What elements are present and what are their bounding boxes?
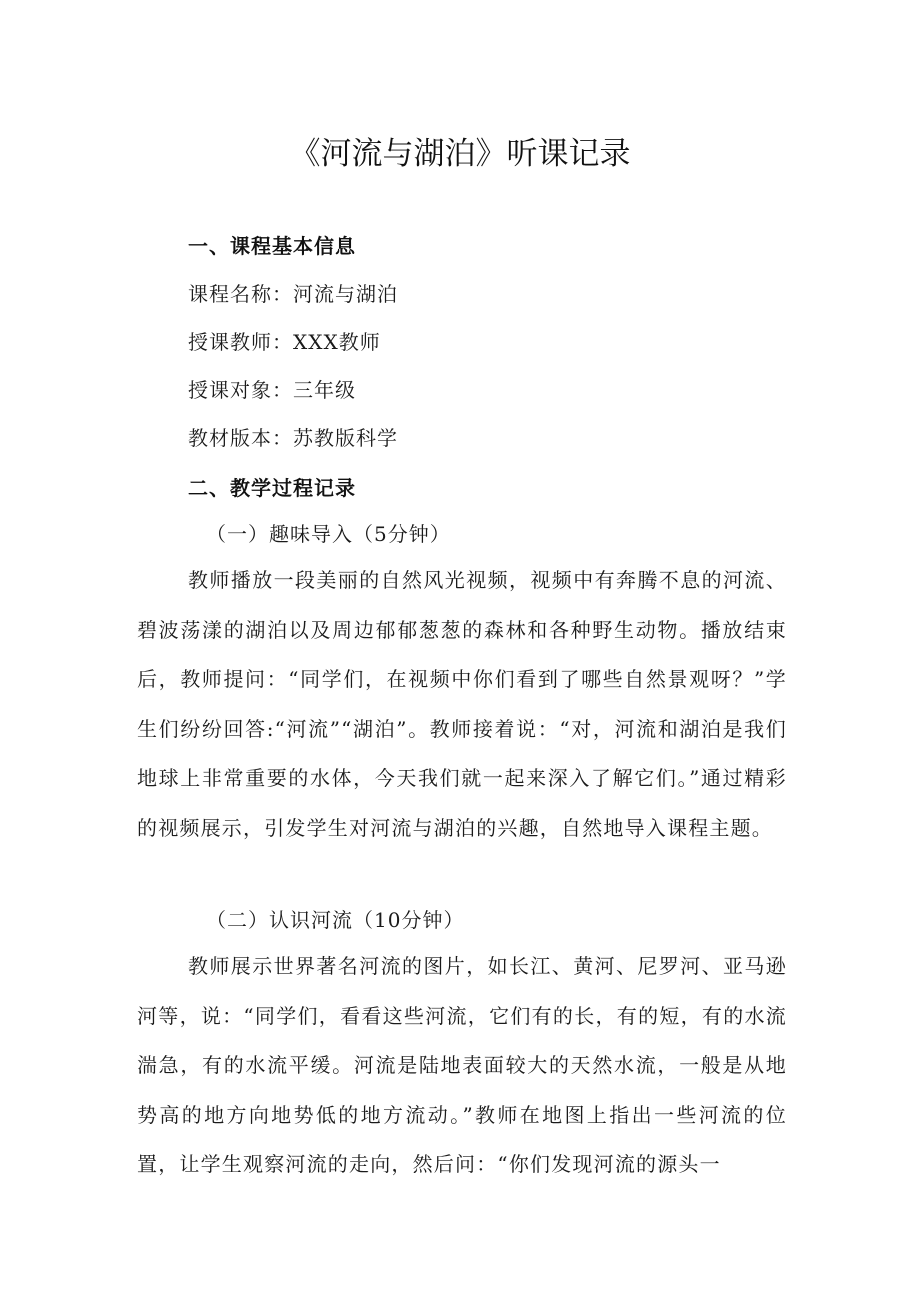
info-course-name: 课程名称：河流与湖泊 xyxy=(188,282,398,306)
section-heading-teaching-process: 二、教学过程记录 xyxy=(188,476,356,500)
paragraph-intro: 教师播放一段美丽的自然风光视频，视频中有奔腾不息的河流、碧波荡漾的湖泊以及周边郁郁葱葱的森林和各种野生动物。播放结束后，教师提问：“同学们，在视频中你们看到了哪些自然景观呀？”学生们纷纷回答:“河流”“湖泊”。教师接着说：“对，河流和湖泊是我们地球上非常重要的水体，今天我们就一起来深入了解它们。”通过精彩的视频展示，引发学生对河流与湖泊的兴趣，自然地导入课程主题。 xyxy=(137,568,787,840)
info-audience: 授课对象：三年级 xyxy=(188,378,356,402)
paragraph-rivers: 教师展示世界著名河流的图片，如长江、黄河、尼罗河、亚马逊河等，说：“同学们，看看这些河流，它们有的长，有的短，有的水流湍急，有的水流平缓。河流是陆地表面较大的天然水流，一般是从地势高的地方向地势低的地方流动。”教师在地图上指出一些河流的位置，让学生观察河流的走向，然后问：“你们发现河流的源头一 xyxy=(137,954,787,1176)
subheading-intro: （一）趣味导入（5分钟） xyxy=(206,522,451,546)
info-teacher: 授课教师：XXX教师 xyxy=(188,330,381,354)
section-heading-basic-info: 一、课程基本信息 xyxy=(188,234,356,258)
info-textbook: 教材版本：苏教版科学 xyxy=(188,426,398,450)
subheading-rivers: （二）认识河流（10分钟） xyxy=(206,908,465,932)
document-title: 《河流与湖泊》听课记录 xyxy=(289,136,631,172)
